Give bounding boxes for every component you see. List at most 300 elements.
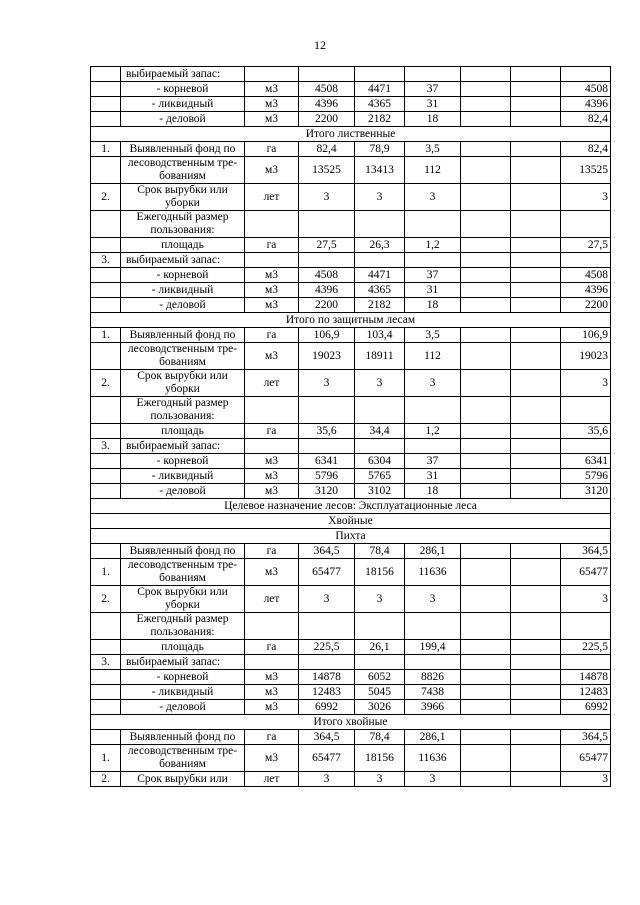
- unit-cell: м3: [245, 469, 299, 484]
- table-row: [91, 397, 611, 424]
- value-col6-cell: 4396: [561, 97, 611, 112]
- value-col6-cell: 14878: [561, 670, 611, 685]
- value-col6-cell: 27,5: [561, 238, 611, 253]
- section-header-row: [91, 127, 611, 142]
- unit-cell: [245, 253, 299, 268]
- value-col3-cell: 3: [405, 370, 461, 397]
- value-col4-cell: [461, 559, 511, 586]
- table-row: [91, 283, 611, 298]
- table-row: [91, 670, 611, 685]
- value-col3-cell: 31: [405, 469, 461, 484]
- table-row: [91, 157, 611, 184]
- unit-cell: лет: [245, 370, 299, 397]
- value-col4-cell: [461, 424, 511, 439]
- value-col3-cell: 18: [405, 484, 461, 499]
- value-col3-cell: [405, 613, 461, 640]
- row-number-cell: [91, 298, 121, 313]
- value-col6-cell: 65477: [561, 559, 611, 586]
- value-col5-cell: [511, 97, 561, 112]
- indicator-name-cell: лесоводственным тре- бованиям: [121, 343, 245, 370]
- indicator-name-cell: - корневой: [121, 268, 245, 283]
- indicator-name-cell: выбираемый запас:: [121, 67, 245, 82]
- value-col5-cell: [511, 544, 561, 559]
- value-col3-cell: [405, 397, 461, 424]
- value-col6-cell: 82,4: [561, 112, 611, 127]
- value-col2-cell: 18911: [355, 343, 405, 370]
- value-total-cell: 4508: [299, 82, 355, 97]
- value-total-cell: 4396: [299, 97, 355, 112]
- value-col4-cell: [461, 700, 511, 715]
- row-number-cell: [91, 685, 121, 700]
- unit-cell: м3: [245, 112, 299, 127]
- row-number-cell: [91, 730, 121, 745]
- value-col4-cell: [461, 454, 511, 469]
- value-total-cell: [299, 439, 355, 454]
- value-col2-cell: [355, 439, 405, 454]
- row-number-cell: [91, 112, 121, 127]
- value-col4-cell: [461, 544, 511, 559]
- value-col6-cell: [561, 211, 611, 238]
- value-col3-cell: 1,2: [405, 424, 461, 439]
- value-col2-cell: 2182: [355, 298, 405, 313]
- unit-cell: м3: [245, 670, 299, 685]
- value-col2-cell: [355, 397, 405, 424]
- table-row: [91, 343, 611, 370]
- value-col3-cell: 31: [405, 97, 461, 112]
- value-col4-cell: [461, 211, 511, 238]
- value-col2-cell: 4471: [355, 268, 405, 283]
- value-col5-cell: [511, 343, 561, 370]
- value-total-cell: 12483: [299, 685, 355, 700]
- indicator-name-cell: - корневой: [121, 82, 245, 97]
- value-col6-cell: 12483: [561, 685, 611, 700]
- value-total-cell: 35,6: [299, 424, 355, 439]
- value-col3-cell: 286,1: [405, 730, 461, 745]
- indicator-name-cell: Выявленный фонд по: [121, 328, 245, 343]
- unit-cell: [245, 397, 299, 424]
- unit-cell: га: [245, 730, 299, 745]
- value-col5-cell: [511, 211, 561, 238]
- table-row: [91, 238, 611, 253]
- value-col4-cell: [461, 439, 511, 454]
- value-col6-cell: 225,5: [561, 640, 611, 655]
- unit-cell: м3: [245, 454, 299, 469]
- value-col5-cell: [511, 613, 561, 640]
- value-col6-cell: 2200: [561, 298, 611, 313]
- section-header-row: [91, 529, 611, 544]
- row-number-cell: [91, 484, 121, 499]
- value-col6-cell: 13525: [561, 157, 611, 184]
- row-number-cell: [91, 268, 121, 283]
- value-col3-cell: 37: [405, 454, 461, 469]
- row-number-cell: [91, 211, 121, 238]
- row-number-cell: [91, 283, 121, 298]
- value-col2-cell: [355, 613, 405, 640]
- value-total-cell: 19023: [299, 343, 355, 370]
- unit-cell: [245, 439, 299, 454]
- table-row: [91, 439, 611, 454]
- value-col2-cell: 3: [355, 184, 405, 211]
- row-number-cell: [91, 238, 121, 253]
- value-col5-cell: [511, 640, 561, 655]
- indicator-name-cell: лесоводственным тре- бованиям: [121, 157, 245, 184]
- value-col3-cell: [405, 655, 461, 670]
- value-col5-cell: [511, 424, 561, 439]
- unit-cell: га: [245, 238, 299, 253]
- value-col6-cell: 35,6: [561, 424, 611, 439]
- row-number-cell: [91, 343, 121, 370]
- value-col6-cell: 3120: [561, 484, 611, 499]
- table-row: [91, 67, 611, 82]
- value-col3-cell: 11636: [405, 745, 461, 772]
- section-title: Итого по защитным лесам: [91, 313, 611, 328]
- row-number-cell: [91, 82, 121, 97]
- indicator-name-cell: - корневой: [121, 670, 245, 685]
- unit-cell: м3: [245, 157, 299, 184]
- value-col2-cell: 3: [355, 370, 405, 397]
- section-header-row: [91, 313, 611, 328]
- indicator-name-cell: Ежегодный размер пользования:: [121, 613, 245, 640]
- value-col5-cell: [511, 184, 561, 211]
- row-number-cell: [91, 67, 121, 82]
- value-col6-cell: 3: [561, 370, 611, 397]
- value-col2-cell: 4365: [355, 283, 405, 298]
- table-row: [91, 772, 611, 787]
- value-col5-cell: [511, 700, 561, 715]
- value-col4-cell: [461, 745, 511, 772]
- value-col5-cell: [511, 670, 561, 685]
- value-col3-cell: 286,1: [405, 544, 461, 559]
- value-total-cell: [299, 67, 355, 82]
- section-header-row: [91, 514, 611, 529]
- value-col4-cell: [461, 112, 511, 127]
- value-col6-cell: 65477: [561, 745, 611, 772]
- value-col6-cell: 6341: [561, 454, 611, 469]
- value-col6-cell: 364,5: [561, 544, 611, 559]
- row-number-cell: [91, 397, 121, 424]
- section-title: Итого лиственные: [91, 127, 611, 142]
- unit-cell: [245, 211, 299, 238]
- value-col4-cell: [461, 685, 511, 700]
- unit-cell: лет: [245, 772, 299, 787]
- row-number-cell: 3.: [91, 253, 121, 268]
- unit-cell: [245, 655, 299, 670]
- value-col3-cell: 8826: [405, 670, 461, 685]
- table-row: [91, 640, 611, 655]
- value-total-cell: 2200: [299, 298, 355, 313]
- unit-cell: м3: [245, 745, 299, 772]
- table-row: [91, 745, 611, 772]
- value-col5-cell: [511, 238, 561, 253]
- table-row: [91, 211, 611, 238]
- row-number-cell: 2.: [91, 586, 121, 613]
- unit-cell: м3: [245, 82, 299, 97]
- value-col6-cell: 6992: [561, 700, 611, 715]
- table-row: [91, 469, 611, 484]
- table-row: [91, 82, 611, 97]
- value-col5-cell: [511, 112, 561, 127]
- value-col2-cell: 78,4: [355, 730, 405, 745]
- indicator-name-cell: - ликвидный: [121, 685, 245, 700]
- value-col3-cell: 18: [405, 112, 461, 127]
- indicator-name-cell: - ликвидный: [121, 469, 245, 484]
- row-number-cell: [91, 424, 121, 439]
- value-col2-cell: 3026: [355, 700, 405, 715]
- forest-use-table: [90, 66, 611, 787]
- row-number-cell: 2.: [91, 370, 121, 397]
- value-col2-cell: 5045: [355, 685, 405, 700]
- value-total-cell: 106,9: [299, 328, 355, 343]
- value-total-cell: [299, 613, 355, 640]
- value-col4-cell: [461, 82, 511, 97]
- value-col2-cell: [355, 655, 405, 670]
- value-col5-cell: [511, 484, 561, 499]
- row-number-cell: [91, 97, 121, 112]
- unit-cell: лет: [245, 586, 299, 613]
- value-total-cell: 4396: [299, 283, 355, 298]
- indicator-name-cell: - корневой: [121, 454, 245, 469]
- unit-cell: га: [245, 142, 299, 157]
- row-number-cell: 3.: [91, 655, 121, 670]
- value-col4-cell: [461, 142, 511, 157]
- table-row: [91, 685, 611, 700]
- table-row: [91, 424, 611, 439]
- value-col4-cell: [461, 586, 511, 613]
- value-total-cell: [299, 397, 355, 424]
- indicator-name-cell: - деловой: [121, 484, 245, 499]
- page-number: 12: [314, 38, 326, 52]
- row-number-cell: [91, 454, 121, 469]
- value-col6-cell: [561, 397, 611, 424]
- indicator-name-cell: выбираемый запас:: [121, 655, 245, 670]
- unit-cell: м3: [245, 97, 299, 112]
- value-col6-cell: 106,9: [561, 328, 611, 343]
- section-title: Итого хвойные: [91, 715, 611, 730]
- unit-cell: га: [245, 424, 299, 439]
- unit-cell: га: [245, 640, 299, 655]
- table-row: [91, 655, 611, 670]
- table-row: [91, 370, 611, 397]
- value-col5-cell: [511, 454, 561, 469]
- indicator-name-cell: площадь: [121, 640, 245, 655]
- section-header-row: [91, 499, 611, 514]
- value-total-cell: 65477: [299, 745, 355, 772]
- value-col4-cell: [461, 772, 511, 787]
- value-col5-cell: [511, 268, 561, 283]
- value-total-cell: 225,5: [299, 640, 355, 655]
- indicator-name-cell: площадь: [121, 238, 245, 253]
- row-number-cell: 1.: [91, 559, 121, 586]
- value-col3-cell: 3: [405, 772, 461, 787]
- row-number-cell: 1.: [91, 745, 121, 772]
- value-col3-cell: [405, 67, 461, 82]
- value-col5-cell: [511, 745, 561, 772]
- value-col3-cell: 112: [405, 343, 461, 370]
- value-col4-cell: [461, 655, 511, 670]
- table-row: [91, 700, 611, 715]
- value-col4-cell: [461, 184, 511, 211]
- value-col4-cell: [461, 238, 511, 253]
- value-col3-cell: 1,2: [405, 238, 461, 253]
- value-col4-cell: [461, 613, 511, 640]
- value-col2-cell: 13413: [355, 157, 405, 184]
- value-col5-cell: [511, 730, 561, 745]
- value-col4-cell: [461, 640, 511, 655]
- value-col2-cell: 3102: [355, 484, 405, 499]
- value-col6-cell: [561, 253, 611, 268]
- row-number-cell: 2.: [91, 772, 121, 787]
- value-col2-cell: 6052: [355, 670, 405, 685]
- value-col3-cell: [405, 439, 461, 454]
- value-col5-cell: [511, 685, 561, 700]
- value-col5-cell: [511, 370, 561, 397]
- value-col3-cell: 3,5: [405, 328, 461, 343]
- value-total-cell: 27,5: [299, 238, 355, 253]
- value-col3-cell: [405, 211, 461, 238]
- table-row: [91, 97, 611, 112]
- value-total-cell: 82,4: [299, 142, 355, 157]
- unit-cell: м3: [245, 268, 299, 283]
- value-col5-cell: [511, 157, 561, 184]
- value-col3-cell: [405, 253, 461, 268]
- unit-cell: м3: [245, 343, 299, 370]
- value-col3-cell: 7438: [405, 685, 461, 700]
- value-total-cell: 3120: [299, 484, 355, 499]
- value-col5-cell: [511, 283, 561, 298]
- value-col6-cell: 4396: [561, 283, 611, 298]
- value-col6-cell: 3: [561, 586, 611, 613]
- table-row: [91, 484, 611, 499]
- table-row: [91, 112, 611, 127]
- unit-cell: [245, 613, 299, 640]
- indicator-name-cell: - ликвидный: [121, 97, 245, 112]
- value-col5-cell: [511, 469, 561, 484]
- row-number-cell: [91, 469, 121, 484]
- value-total-cell: [299, 211, 355, 238]
- value-col5-cell: [511, 772, 561, 787]
- value-total-cell: 364,5: [299, 730, 355, 745]
- value-col5-cell: [511, 586, 561, 613]
- indicator-name-cell: Выявленный фонд по: [121, 142, 245, 157]
- value-col3-cell: 3,5: [405, 142, 461, 157]
- table-row: [91, 253, 611, 268]
- row-number-cell: 1.: [91, 142, 121, 157]
- row-number-cell: [91, 640, 121, 655]
- section-title: Целевое назначение лесов: Эксплуатационные леса: [91, 499, 611, 514]
- value-total-cell: 3: [299, 586, 355, 613]
- value-total-cell: 3: [299, 184, 355, 211]
- value-total-cell: 4508: [299, 268, 355, 283]
- value-col4-cell: [461, 370, 511, 397]
- value-col3-cell: 199,4: [405, 640, 461, 655]
- value-col6-cell: 5796: [561, 469, 611, 484]
- value-col5-cell: [511, 439, 561, 454]
- value-col6-cell: 19023: [561, 343, 611, 370]
- value-total-cell: 65477: [299, 559, 355, 586]
- table-row: [91, 730, 611, 745]
- section-title: Хвойные: [91, 514, 611, 529]
- value-col6-cell: 3: [561, 772, 611, 787]
- value-col2-cell: 26,3: [355, 238, 405, 253]
- value-col2-cell: 3: [355, 772, 405, 787]
- row-number-cell: [91, 700, 121, 715]
- value-col2-cell: [355, 211, 405, 238]
- indicator-name-cell: - деловой: [121, 700, 245, 715]
- indicator-name-cell: площадь: [121, 424, 245, 439]
- unit-cell: га: [245, 544, 299, 559]
- unit-cell: м3: [245, 559, 299, 586]
- value-total-cell: 6341: [299, 454, 355, 469]
- table-row: [91, 298, 611, 313]
- value-col5-cell: [511, 328, 561, 343]
- value-col2-cell: 78,9: [355, 142, 405, 157]
- value-total-cell: 364,5: [299, 544, 355, 559]
- value-col4-cell: [461, 283, 511, 298]
- value-col2-cell: 3: [355, 586, 405, 613]
- value-col3-cell: 11636: [405, 559, 461, 586]
- row-number-cell: [91, 670, 121, 685]
- value-col6-cell: 3: [561, 184, 611, 211]
- indicator-name-cell: Срок вырубки или уборки: [121, 586, 245, 613]
- value-col2-cell: 103,4: [355, 328, 405, 343]
- value-col6-cell: 364,5: [561, 730, 611, 745]
- value-col5-cell: [511, 82, 561, 97]
- table-row: [91, 559, 611, 586]
- value-col6-cell: 4508: [561, 82, 611, 97]
- indicator-name-cell: лесоводственным тре- бованиям: [121, 559, 245, 586]
- value-col5-cell: [511, 142, 561, 157]
- value-col4-cell: [461, 469, 511, 484]
- value-col6-cell: [561, 655, 611, 670]
- row-number-cell: 3.: [91, 439, 121, 454]
- row-number-cell: 1.: [91, 328, 121, 343]
- value-col4-cell: [461, 67, 511, 82]
- indicator-name-cell: Выявленный фонд по: [121, 544, 245, 559]
- section-header-row: [91, 715, 611, 730]
- value-col4-cell: [461, 253, 511, 268]
- value-col2-cell: 6304: [355, 454, 405, 469]
- unit-cell: м3: [245, 484, 299, 499]
- value-col3-cell: 37: [405, 82, 461, 97]
- row-number-cell: [91, 544, 121, 559]
- value-col6-cell: 4508: [561, 268, 611, 283]
- table-row: [91, 268, 611, 283]
- row-number-cell: [91, 157, 121, 184]
- value-col4-cell: [461, 328, 511, 343]
- value-col3-cell: 3966: [405, 700, 461, 715]
- indicator-name-cell: Срок вырубки или: [121, 772, 245, 787]
- value-col2-cell: 34,4: [355, 424, 405, 439]
- value-total-cell: [299, 253, 355, 268]
- value-col4-cell: [461, 484, 511, 499]
- value-col5-cell: [511, 559, 561, 586]
- table-row: [91, 613, 611, 640]
- value-col3-cell: 3: [405, 184, 461, 211]
- value-total-cell: 13525: [299, 157, 355, 184]
- value-col4-cell: [461, 298, 511, 313]
- value-total-cell: 6992: [299, 700, 355, 715]
- value-col3-cell: 3: [405, 586, 461, 613]
- indicator-name-cell: Срок вырубки или уборки: [121, 184, 245, 211]
- indicator-name-cell: Ежегодный размер пользования:: [121, 397, 245, 424]
- value-col2-cell: [355, 253, 405, 268]
- value-col6-cell: [561, 67, 611, 82]
- table-row: [91, 142, 611, 157]
- value-col3-cell: 18: [405, 298, 461, 313]
- value-col5-cell: [511, 655, 561, 670]
- value-col2-cell: 5765: [355, 469, 405, 484]
- row-number-cell: 2.: [91, 184, 121, 211]
